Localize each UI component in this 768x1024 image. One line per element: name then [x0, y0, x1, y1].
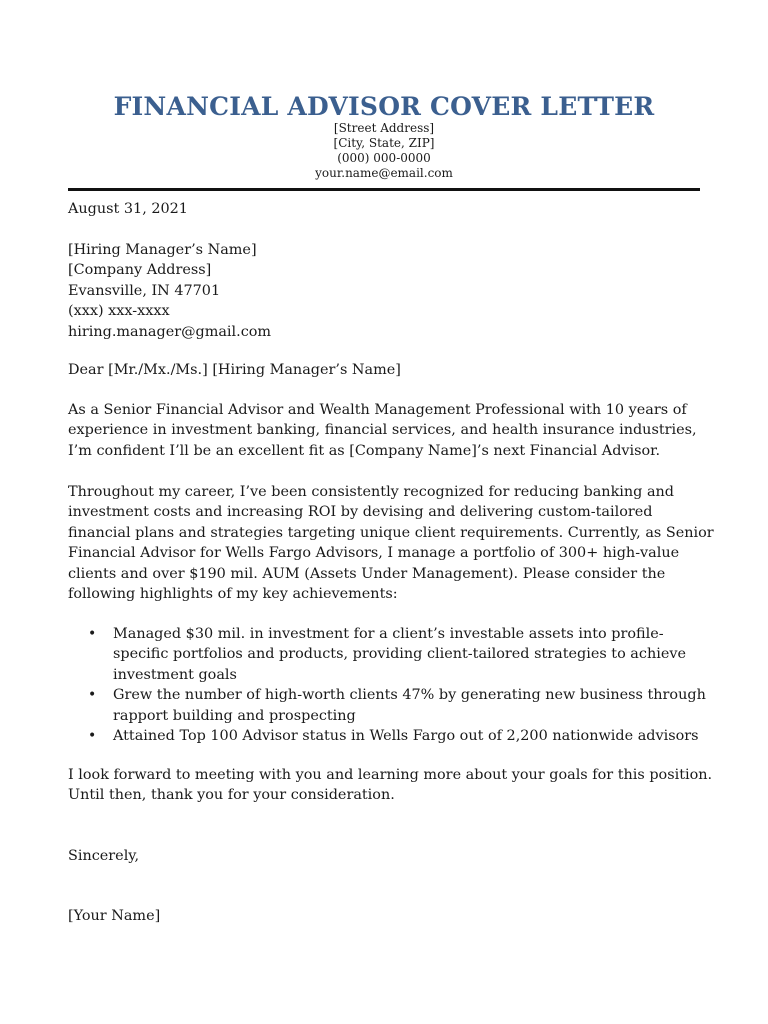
recipient-city: Evansville, IN 47701 [68, 282, 221, 299]
recipient-name: [Hiring Manager’s Name] [68, 242, 257, 258]
paragraph-line: investment costs and increasing ROI by devising and delivering custom-tailored [68, 504, 653, 521]
signature [68, 906, 708, 926]
paragraph-line: Throughout my career, I’ve been consistently recognized for reducing banking and [68, 484, 675, 500]
letter-date-text: August 31, 2021 [68, 201, 188, 217]
paragraph-career [68, 482, 714, 604]
paragraph-line: following highlights of my key achievements: [68, 586, 398, 603]
paragraph-closing [68, 765, 713, 806]
list-item-line: Attained Top 100 Advisor status in Wells Fargo out of 2,200 nationwide advisors [113, 728, 699, 745]
paragraph-line: Financial Advisor for Wells Fargo Advisors, I manage a portfolio of 300+ high-value [68, 545, 680, 562]
salutation [68, 360, 708, 380]
achievements-list [68, 624, 708, 746]
list-item-line: investment goals [113, 666, 237, 683]
paragraph-line: financial plans and strategies targeting unique client requirements. Currently, as Senior [68, 524, 714, 541]
recipient-email: hiring.manager@gmail.com [68, 323, 272, 340]
header-divider [68, 188, 700, 191]
bullet-icon: • [88, 626, 97, 642]
paragraph-line: Until then, thank you for your consideration. [68, 787, 395, 804]
list-item-line: rapport building and prospecting [113, 707, 356, 724]
paragraph-line: clients and over $190 mil. AUM (Assets Under Management). Please consider the [68, 565, 666, 582]
sender-email: your.name@email.com [315, 166, 453, 180]
letter-date [68, 199, 708, 219]
recipient-block [68, 240, 708, 342]
closing [68, 846, 708, 866]
bullet-icon: • [88, 728, 97, 745]
list-item [68, 624, 708, 685]
list-item [68, 685, 708, 726]
bullet-icon: • [88, 687, 97, 704]
closing-text: Sincerely, [68, 848, 140, 864]
list-item-line: Managed $30 mil. in investment for a client’s investable assets into profile- [113, 626, 664, 642]
sender-contact-block [0, 121, 768, 181]
sender-phone: (000) 000-0000 [337, 151, 431, 165]
paragraph-line: I’m confident I’ll be an excellent fit as [Company Name]’s next Financial Advisor. [68, 442, 661, 459]
list-item [68, 726, 708, 746]
sender-street: [Street Address] [333, 121, 435, 135]
sender-city-state-zip: [City, State, ZIP] [333, 136, 435, 150]
paragraph-line: experience in investment banking, financial services, and health insurance industries, [68, 422, 697, 439]
page-title: FINANCIAL ADVISOR COVER LETTER [113, 92, 655, 121]
list-item-line: specific portfolios and products, providing client-tailored strategies to achieve [113, 646, 686, 663]
paragraph-line: As a Senior Financial Advisor and Wealth Management Professional with 10 years of [68, 402, 687, 418]
paragraph-intro [68, 400, 708, 461]
recipient-company-address: [Company Address] [68, 262, 212, 279]
paragraph-line: I look forward to meeting with you and learning more about your goals for this position. [68, 767, 713, 783]
list-item-line: Grew the number of high-worth clients 47% by generating new business through [113, 687, 706, 704]
salutation-text: Dear [Mr./Mx./Ms.] [Hiring Manager’s Name] [68, 362, 401, 378]
recipient-phone: (xxx) xxx-xxxx [68, 303, 170, 320]
signature-name: [Your Name] [68, 908, 161, 924]
